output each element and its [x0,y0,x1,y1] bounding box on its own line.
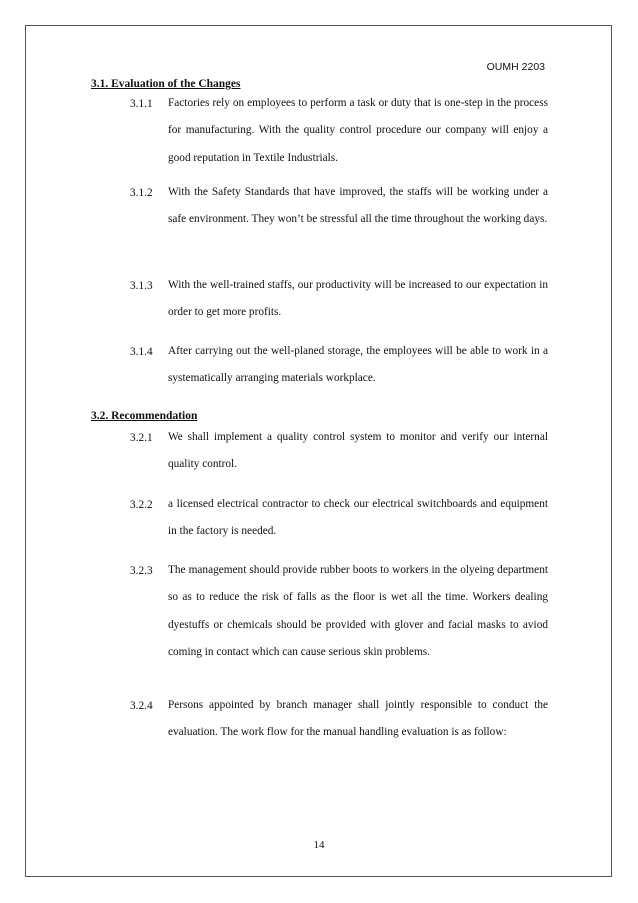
list-item-3-2-1 [130,432,548,479]
item-text: Persons appointed by branch manager shall jointly responsible to conduct the evaluation. The work flow for the manual handling evaluation is as follow: [168,699,548,739]
list-item-3-1-4 [130,346,548,393]
item-number: 3.2.2 [130,499,153,511]
item-number: 3.2.3 [130,565,153,577]
item-number: 3.1.1 [130,98,153,110]
item-number: 3.1.4 [130,346,153,358]
list-item-3-1-2 [130,187,548,234]
item-text: With the well-trained staffs, our productivity will be increased to our expectation in order to get more profits. [168,279,548,319]
list-item-3-1-3 [130,280,548,327]
item-text: a licensed electrical contractor to check our electrical switchboards and equipment in the factory is needed. [168,498,548,538]
section-heading-evaluation: 3.1. Evaluation of the Changes [91,78,241,90]
list-item-3-2-4 [130,700,548,747]
list-item-3-2-3 [130,565,548,667]
document-code: OUMH 2203 [486,61,545,73]
item-number: 3.1.3 [130,280,153,292]
item-text: We shall implement a quality control system to monitor and verify our internal quality control. [168,431,548,471]
item-text: With the Safety Standards that have improved, the staffs will be working under a safe environment. They won’t be stressful all the time throughout the working days. [168,186,548,226]
item-number: 3.1.2 [130,187,153,199]
item-text: The management should provide rubber boots to workers in the olyeing department so as to reduce the risk of falls as the floor is wet all the time. Workers dealing dyestuffs or chemicals should be provided with glover and facial masks to aviod coming in contact which can cause serious skin problems. [168,564,548,659]
item-text: Factories rely on employees to perform a task or duty that is one-step in the process for manufacturing. With the quality control procedure our company will enjoy a good reputation in Textile Industrials. [168,97,548,164]
item-text: After carrying out the well-planed storage, the employees will be able to work in a systematically arranging materials workplace. [168,345,548,385]
list-item-3-2-2 [130,499,548,546]
item-number: 3.2.4 [130,700,153,712]
section-heading-recommendation: 3.2. Recommendation [91,410,198,422]
item-number: 3.2.1 [130,432,153,444]
page-number: 14 [313,839,325,851]
list-item-3-1-1 [130,98,548,172]
